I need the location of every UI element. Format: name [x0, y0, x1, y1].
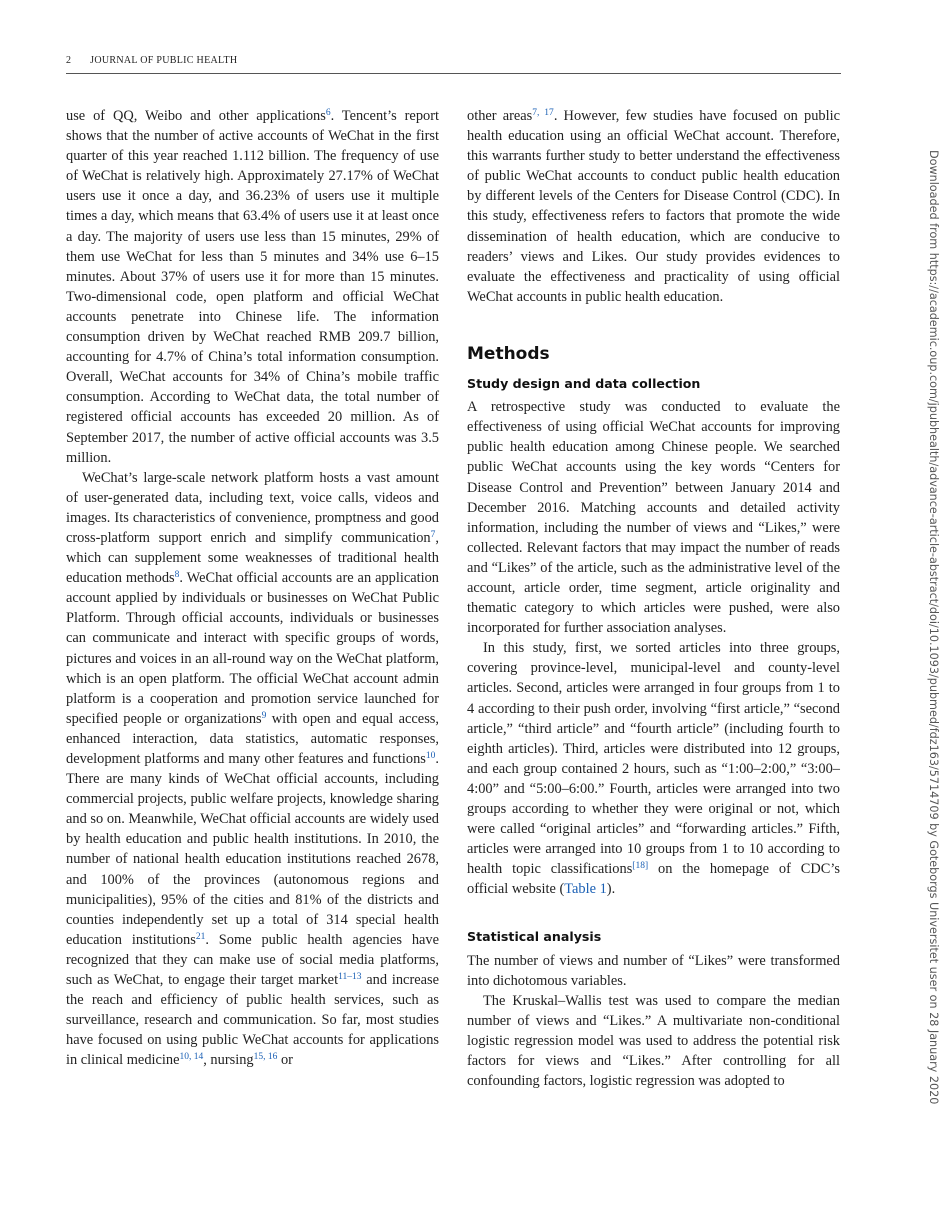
download-watermark: Downloaded from https://academic.oup.com/jpubhealth/advance-article-abstract/doi/10.1093/pubmed/fdz163/5714709 by Goteborgs Universitet user on 28 January 2020 — [927, 150, 940, 1105]
citation-link[interactable]: 10, 14 — [179, 1052, 204, 1063]
running-header — [66, 55, 237, 66]
header-rule — [66, 73, 841, 74]
paragraph-wechat-usage: use of QQ, Weibo and other applications$^6$. Tencent’s report shows that the number of active accounts of WeChat in the first quarter of this year reached 1.112 billion. The frequency of use of WeChat is relatively high. Approximately 27.17% of WeChat users use it once a day, and 36.23% of users use it multiple times a day, which means that 63.4% of users use it at least once a day. The majority of users use less than 15 minutes, 29% of them use WeChat for less than 5 minutes and 34% use 6–15 minutes. About 37% of users use it for more than 15 minutes. Two-dimensional code, open platform and official WeChat accounts penetrate into Chinese life. The information consumption driven by WeChat reached RMB 209.7 billion, accounting for 4.7% of China’s total information consumption. Overall, WeChat accounts for 34% of China’s mobile traffic consumption. According to WeChat data, the total number of registered official accounts has exceeded 20 million. As of September 2017, the number of active official accounts was 3.5 million. — [66, 108, 440, 466]
citation-link[interactable]: 11–13 — [338, 972, 362, 983]
left-column — [66, 106, 439, 1071]
paragraph-study-rationale: other areas$^{7, 17}$. However, few studies have focused on public health education using an official WeChat account. Therefore, this warrants further study to better understand the effectiveness of public WeChat accounts to conduct public health education by different levels of the Centers for Disease Control (CDC). In this study, effectiveness refers to factors that promote the wide dissemination of health education, which are conducive to readers’ views and Likes. Our study provides evidences to evaluate the effectiveness and practicality of using official WeChat accounts in public health education. — [467, 108, 840, 305]
paragraph-article-grouping: In this study, first, we sorted articles into three groups, covering province-level, municipal-level and county-level articles. Second, articles were arranged in four groups from 1 to 4 according to their push order, involving “first article,” “second article,” “third article” and “fourth article” (including fourth to eighth articles). Third, articles were distributed into 12 groups, and each group contained 2 hours, such as “1:00–2:00,” “3:00–4:00” and “5:00–6:00.” Fourth, articles were arranged into two groups according to whether they were original or not, which were called “original articles” and “forwarding articles.” Fifth, articles were arranged into 10 groups from 1 to 10 according to health topic classifications[18] on the homepage of CDC’s official website (Table 1). — [467, 640, 840, 898]
citation-link[interactable]: 7 — [430, 529, 436, 540]
right-column — [467, 106, 840, 1091]
statistical-analysis-heading: Statistical analysis — [467, 929, 602, 945]
citation-link[interactable]: 8 — [174, 570, 180, 581]
paragraph-statistical-tests: The Kruskal–Wallis test was used to compare the median number of views and “Likes.” A multivariate non-conditional logistic regression model was used to address the potential risk factors for views and “Likes.” After controlling for all confounding factors, logistic regression was adopted to — [467, 992, 840, 1090]
citation-link[interactable]: 15, 16 — [253, 1052, 278, 1063]
citation-link[interactable]: 9 — [261, 710, 267, 721]
paragraph-study-design: A retrospective study was conducted to evaluate the effectiveness of using official WeChat accounts for improving public health education among Chinese people. We searched public WeChat accounts using the key words “Centers for Disease Control and Prevention” between January 2014 and December 2016. Matching accounts and detailed activity information, including the number of views and “Likes,” were collected. Relevant factors that may impact the number of reads and “Likes” of the article, such as the administrative level of the account, article order, time segment, article originality and thematic category to which articles were pushed, were also incorporated for further association analyses. — [467, 399, 840, 637]
study-design-heading: Study design and data collection — [467, 376, 701, 392]
paragraph-wechat-platform: WeChat’s large-scale network platform hosts a vast amount of user-generated data, including text, voice calls, videos and images. Its characteristics of convenience, promptness and good cross-platform support enrich and simplify communication$^7$, which can supplement some weaknesses of traditional health education methods$^8$. WeChat official accounts are an application account applied by individuals or businesses on WeChat Public Platform. Through official accounts, individuals or businesses can communicate and interact with specific groups of words, pictures and voices in an all-round way on the WeChat platform, which is an open platform. The official WeChat account admin platform is a cooperation and promotion service launched for specified people or organizations$^9$ with open and equal access, enhanced interaction, data statistics, automatic responses, development platforms and many other features and functions$^{10}$. There are many kinds of WeChat official accounts, including commercial projects, public welfare projects, knowledge sharing and so on. Meanwhile, WeChat official accounts are widely used by health education and public health institutions. In 2010, the number of national health education institutions reached 2678, and 100% of the provinces (autonomous regions and municipalities), 95% of the cities and 81% of the districts and counties independently set up a total of 314 special health education institutions$^{21}$. Some public health agencies have recognized that they can make use of social media platforms, such as WeChat, to engage their target market$^{11-13}$ and increase the reach and efficiency of public health services, such as surveillance, research and communication. So far, most studies have focused on using public WeChat accounts for applications in clinical medicine$^{10, 14}$, nursing$^{15, 16}$ or — [66, 469, 439, 1069]
table-1-link[interactable]: Table 1 — [564, 881, 607, 898]
citation-link[interactable]: 10 — [425, 751, 436, 761]
methods-heading: Methods — [467, 343, 550, 364]
citation-link[interactable]: 6 — [325, 108, 331, 118]
journal-title: JOURNAL OF PUBLIC HEALTH — [90, 55, 238, 66]
citation-link[interactable]: 21 — [195, 931, 206, 942]
page-number: 2 — [66, 55, 72, 66]
paragraph-variables: The number of views and number of “Likes” were transformed into dichotomous variables. — [467, 952, 840, 989]
citation-link[interactable]: [18] — [632, 861, 649, 872]
citation-link[interactable]: 7, 17 — [532, 108, 554, 118]
